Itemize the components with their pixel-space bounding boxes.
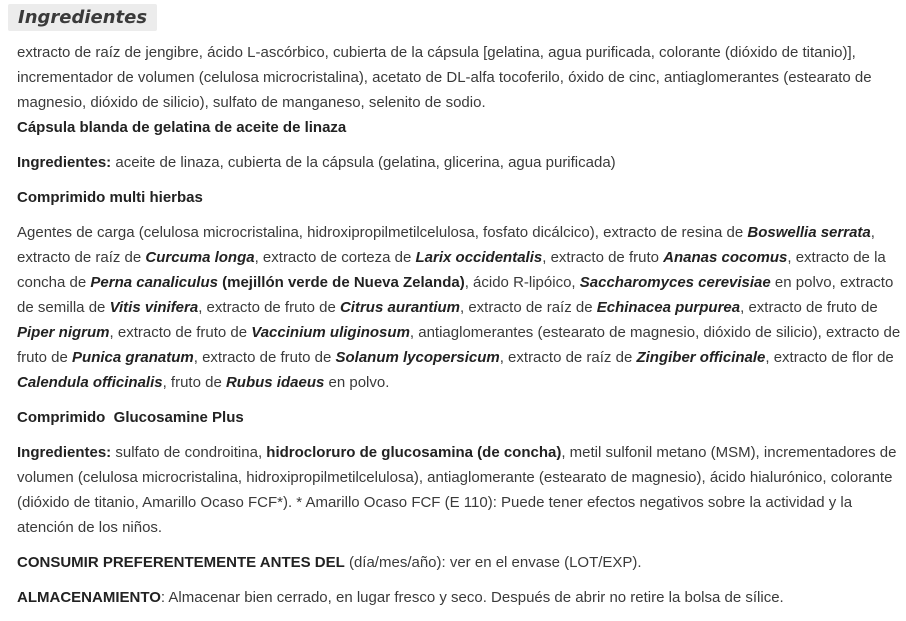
linaza-title-text: Cápsula blanda de gelatina de aceite de linaza xyxy=(17,119,347,136)
hierbas-ingredients xyxy=(17,220,902,395)
section-heading xyxy=(8,4,157,31)
species-name: Piper nigrum xyxy=(17,324,110,341)
species-name: Saccharomyces cerevisiae xyxy=(579,274,771,291)
species-name: Perna canaliculus xyxy=(90,274,218,291)
linaza-label: Ingredientes: xyxy=(17,154,112,171)
species-name: Echinacea purpurea xyxy=(596,299,741,316)
text-segment: , metil sulfonil metano (MSM), incrementadores de volumen (celulosa microcristalina, hidroxipropilmetilcelulosa), antiaglomerante (estearato de magnesio), ácido hialurónico, colorante (dióxido de titanio, Amarillo Ocaso FCF*). * Amarillo Ocaso FCF (E 110): Puede tener efectos negativos sobre la actividad y la atención de los niños. xyxy=(17,444,897,536)
consumir-text: (día/mes/año): ver en el envase (LOT/EXP). xyxy=(344,554,642,571)
consumir-label: CONSUMIR PREFERENTEMENTE ANTES DEL xyxy=(17,554,345,571)
text-segment: , extracto de fruto de xyxy=(740,299,878,316)
text-segment: , ácido R-lipóico, xyxy=(464,274,580,291)
glucosamine-label: Ingredientes: xyxy=(17,444,112,461)
section-heading-text: Ingredientes xyxy=(18,7,148,28)
bold-segment: hidrocloruro de glucosamina (de concha) xyxy=(266,444,562,461)
text-segment: , extracto de fruto de xyxy=(198,299,340,316)
intro-paragraph: extracto de raíz de jengibre, ácido L-ascórbico, cubierta de la cápsula [gelatina, agua purificada, colorante (dióxido de titanio)], incrementador de volumen (celulosa microcristalina), acetato de DL-alfa tocoferilo, óxido de cinc, antiaglomerantes (estearato de magnesio, dióxido de silicio), sulfato de manganeso, selenito de sodio. xyxy=(17,44,872,111)
linaza-text: aceite de linaza, cubierta de la cápsula (gelatina, glicerina, agua purificada) xyxy=(111,154,616,171)
species-name: Solanum lycopersicum xyxy=(335,349,500,366)
species-name: Boswellia serrata xyxy=(747,224,871,241)
hierbas-title xyxy=(17,185,902,210)
species-name: Curcuma longa xyxy=(145,249,255,266)
almacenamiento-text: : Almacenar bien cerrado, en lugar fresco y seco. Después de abrir no retire la bolsa de sílice. xyxy=(160,589,784,606)
text-segment: , antiaglomerantes (estearato de magnesio, dióxido de silicio), extracto de fruto de xyxy=(17,324,901,366)
text-segment: , extracto de fruto de xyxy=(109,324,252,341)
glucosamine-title-text: Comprimido Glucosamine Plus xyxy=(17,409,244,426)
species-name: Citrus aurantium xyxy=(339,299,460,316)
text-segment: , extracto de raíz de xyxy=(499,349,637,366)
text-segment: , extracto de raíz de xyxy=(459,299,597,316)
ingredients-content xyxy=(17,40,902,610)
text-segment: , fruto de xyxy=(162,374,226,391)
species-name: Punica granatum xyxy=(72,349,194,366)
bold-segment: (mejillón verde de Nueva Zelanda) xyxy=(217,274,465,291)
text-segment: Agentes de carga (celulosa microcristalina, hidroxipropilmetilcelulosa, fosfato dicálcico), extracto de resina de xyxy=(17,224,748,241)
almacenamiento-line xyxy=(17,585,902,610)
species-name: Vaccinium uliginosum xyxy=(251,324,410,341)
species-name: Ananas cocomus xyxy=(663,249,788,266)
species-name: Larix occidentalis xyxy=(415,249,543,266)
linaza-ingredients xyxy=(17,150,902,175)
almacenamiento-label: ALMACENAMIENTO xyxy=(17,589,161,606)
glucosamine-title xyxy=(17,405,902,430)
species-name: Vitis vinifera xyxy=(109,299,199,316)
species-name: Rubus idaeus xyxy=(225,374,325,391)
text-segment: , extracto de raíz de xyxy=(17,224,875,266)
hierbas-title-text: Comprimido multi hierbas xyxy=(17,189,203,206)
text-segment: , extracto de la concha de xyxy=(17,249,886,291)
consumir-line xyxy=(17,550,902,575)
text-segment: , extracto de corteza de xyxy=(254,249,416,266)
linaza-title xyxy=(17,115,902,140)
glucosamine-ingredients xyxy=(17,440,902,540)
text-segment: , extracto de flor de xyxy=(765,349,894,366)
species-name: Calendula officinalis xyxy=(17,374,163,391)
species-name: Zingiber officinale xyxy=(636,349,766,366)
text-segment: en polvo, extracto de semilla de xyxy=(17,274,894,316)
text-segment: sulfato de condroitina, xyxy=(111,444,267,461)
text-segment: , extracto de fruto de xyxy=(193,349,336,366)
text-segment: , extracto de fruto xyxy=(542,249,664,266)
text-segment: en polvo. xyxy=(324,374,390,391)
